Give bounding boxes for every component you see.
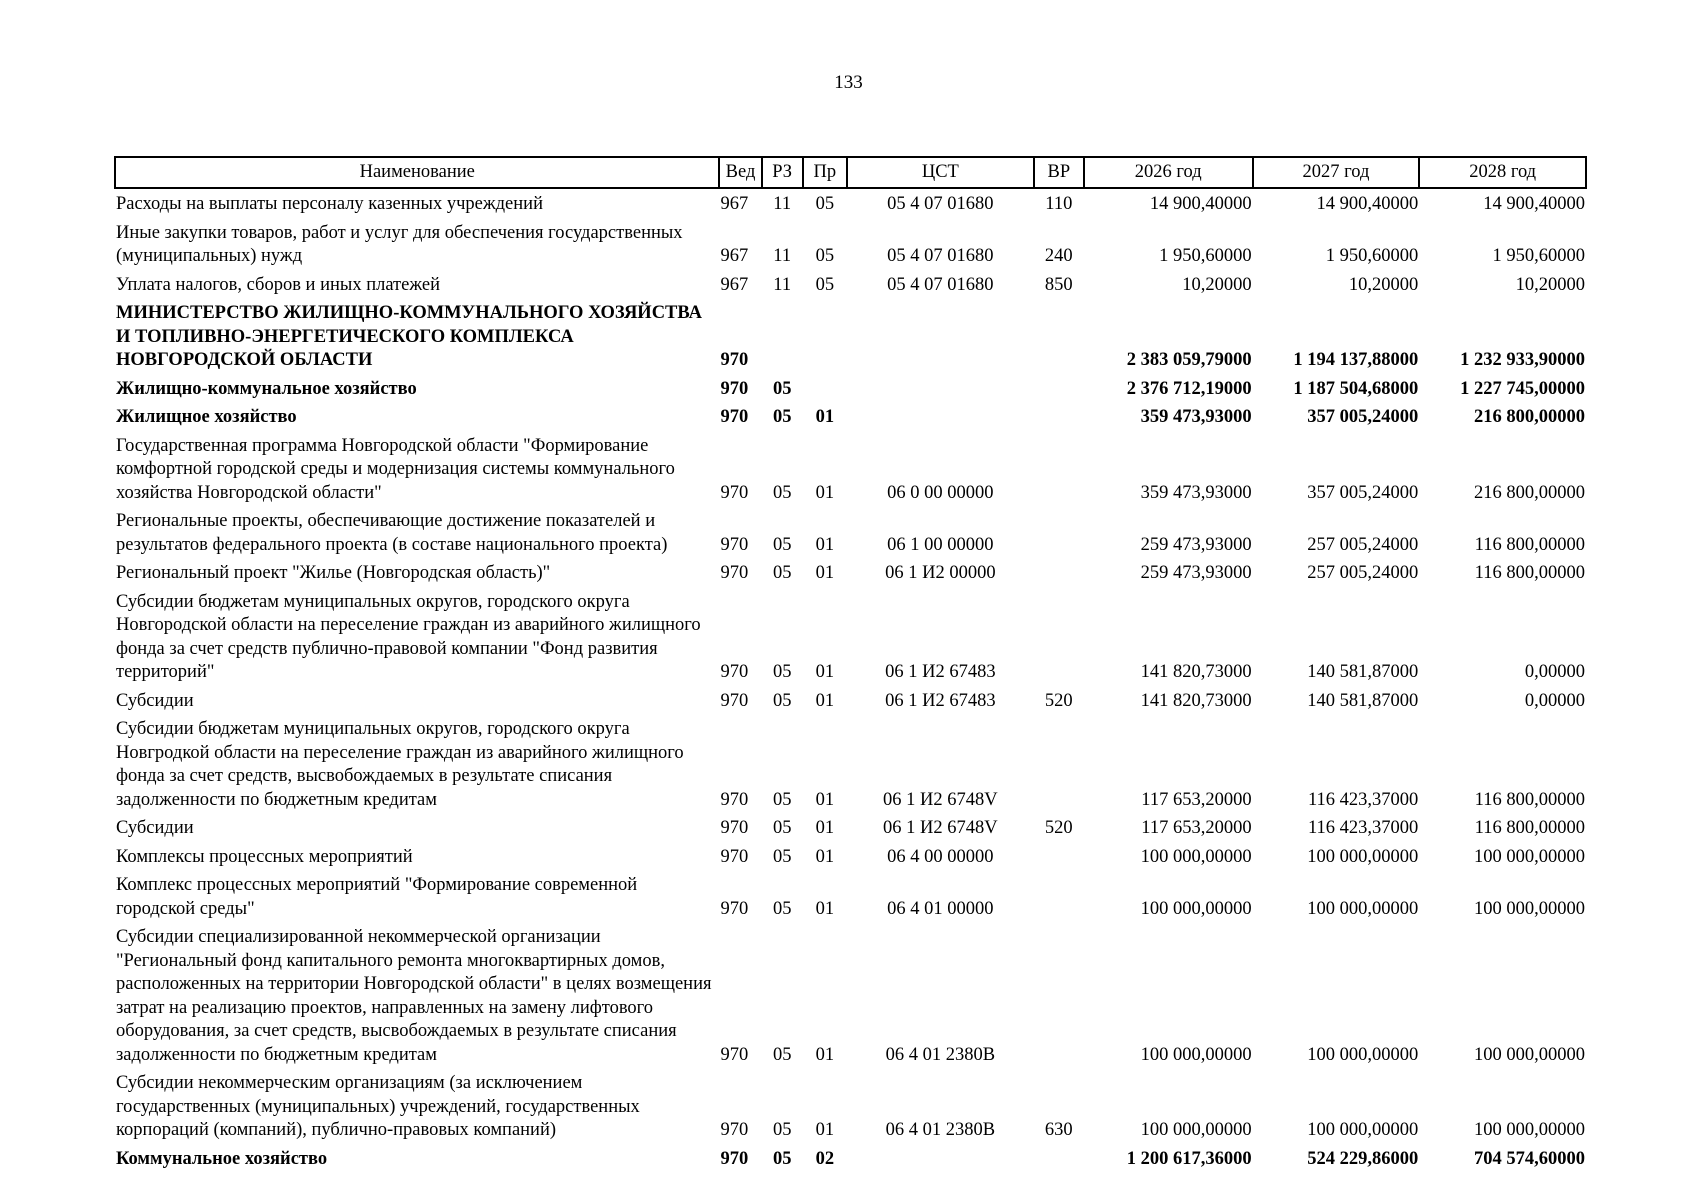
cell-ved: 967 [720,274,749,295]
table-row [115,401,1586,430]
header-2027: 2027 год [1253,157,1420,188]
cell-2028: 1 232 933,90000 [1460,350,1585,370]
cell-pr: 05 [815,274,835,295]
cell-2026: 14 900,40000 [1149,194,1252,214]
cell-2026: 359 473,93000 [1140,407,1252,427]
header-name: Наименование [115,157,719,188]
table-row [115,217,1586,269]
cell-pr: 01 [815,534,835,555]
cell-cst: 06 1 И2 6748V [883,818,998,838]
cell-2027: 100 000,00000 [1307,1120,1419,1140]
cell-2026: 10,20000 [1182,274,1252,295]
cell-name: Комплекс процессных мероприятий "Формирование современной городской среды" [116,875,638,919]
cell-vr [1034,505,1084,557]
cell-vr [1034,1143,1084,1172]
page-number: 133 [834,72,863,93]
cell-pr: 01 [815,818,835,838]
cell-2028: 704 574,60000 [1474,1148,1585,1169]
table-row [115,1067,1586,1143]
cell-2028: 0,00000 [1524,662,1585,682]
table-row [115,869,1586,921]
cell-name: Уплата налогов, сборов и иных платежей [116,274,441,295]
cell-pr: 01 [815,482,835,503]
cell-rz: 05 [772,662,792,682]
cell-vr [1034,921,1084,1067]
cell-2028: 100 000,00000 [1474,1044,1585,1065]
cell-name: Региональные проекты, обеспечивающие достижение показателей и результатов федерального проекта (в составе национального проекта) [116,511,668,555]
cell-2026: 1 200 617,36000 [1126,1148,1252,1169]
cell-2028: 1 950,60000 [1492,246,1585,266]
cell-2027: 100 000,00000 [1307,898,1419,919]
cell-vr: 520 [1044,818,1073,838]
cell-rz: 05 [772,1044,792,1065]
cell-cst [847,1143,1034,1172]
table-row [115,1143,1586,1172]
cell-ved: 970 [720,407,749,427]
cell-ved: 970 [720,1120,749,1140]
cell-pr: 01 [815,407,835,427]
cell-name: Субсидии [116,818,194,838]
cell-vr [1034,430,1084,506]
table-row [115,921,1586,1067]
header-cst: ЦСТ [847,157,1034,188]
cell-vr [1034,557,1084,586]
cell-ved: 970 [720,662,749,682]
cell-2026: 141 820,73000 [1140,662,1252,682]
cell-name: Субсидии бюджетам муниципальных округов, городского округа Новгродкой области на переселение граждан из аварийного жилищного фонда за счет средств, высвобождаемых в результате списания задолженности по бюджетным кредитам [116,719,684,810]
cell-2028: 116 800,00000 [1474,563,1585,583]
cell-pr: 01 [815,1044,835,1065]
budget-table [114,156,1587,1171]
cell-2027: 100 000,00000 [1307,846,1419,867]
table-body [115,188,1586,1171]
cell-pr: 01 [815,846,835,867]
header-2028: 2028 год [1419,157,1586,188]
cell-2026: 1 950,60000 [1159,246,1252,266]
cell-ved: 970 [720,482,749,503]
cell-rz: 11 [773,246,792,266]
cell-ved: 967 [720,194,749,214]
header-vr: ВР [1034,157,1084,188]
header-2026: 2026 год [1084,157,1253,188]
cell-rz: 05 [772,482,792,503]
cell-cst: 05 4 07 01680 [887,246,994,266]
cell-vr: 630 [1044,1120,1073,1140]
cell-vr [1034,869,1084,921]
cell-2026: 2 376 712,19000 [1126,378,1252,399]
cell-ved: 970 [720,350,749,370]
header-pr: Пр [803,157,847,188]
cell-cst: 06 0 00 00000 [887,482,994,503]
cell-2026: 359 473,93000 [1140,482,1252,503]
cell-2028: 100 000,00000 [1474,1120,1585,1140]
cell-2027: 10,20000 [1348,274,1419,295]
cell-cst: 06 4 01 2380В [885,1120,996,1140]
cell-2027: 100 000,00000 [1307,1044,1419,1065]
cell-pr: 01 [815,1120,835,1140]
cell-ved: 970 [720,378,749,399]
cell-vr: 850 [1044,274,1073,295]
cell-rz: 05 [772,407,792,427]
cell-ved: 970 [720,789,749,810]
cell-pr: 01 [815,690,835,711]
cell-2027: 1 950,60000 [1325,246,1419,266]
cell-ved: 967 [720,246,749,266]
cell-name: Государственная программа Новгородской области "Формирование комфортной городской среды и модернизация системы коммунального хозяйства Новгородской области" [116,435,675,503]
cell-2028: 1 227 745,00000 [1460,378,1585,399]
cell-pr [803,373,847,402]
cell-2026: 100 000,00000 [1140,846,1252,867]
cell-ved: 970 [720,846,749,867]
table-row [115,841,1586,870]
cell-2026: 141 820,73000 [1140,690,1252,711]
cell-2026: 100 000,00000 [1140,1044,1252,1065]
cell-cst: 06 4 01 00000 [887,898,994,919]
cell-2028: 116 800,00000 [1474,789,1585,810]
cell-name: Комплексы процессных мероприятий [116,846,413,867]
table-row [115,269,1586,298]
cell-vr: 240 [1044,246,1073,266]
cell-pr: 01 [815,898,835,919]
cell-cst: 06 4 01 2380В [885,1044,996,1065]
cell-rz: 05 [772,846,792,867]
table-row [115,685,1586,714]
table-row [115,586,1586,685]
table-row [115,430,1586,506]
cell-rz: 05 [772,1120,792,1140]
cell-name: Субсидии бюджетам муниципальных округов, городского округа Новгородской области на переселение граждан из аварийного жилищного фонда за счет средств публично-правовой компании "Фонд развития территорий" [116,591,701,682]
cell-2027: 140 581,87000 [1307,662,1419,682]
cell-2027: 524 229,86000 [1307,1148,1419,1169]
cell-2028: 116 800,00000 [1474,818,1585,838]
cell-2027: 357 005,24000 [1307,407,1419,427]
cell-name: Иные закупки товаров, работ и услуг для обеспечения государственных (муниципальных) нужд [116,222,683,266]
table-header [115,157,1586,188]
cell-rz: 05 [772,534,792,555]
cell-rz: 05 [772,818,792,838]
cell-ved: 970 [720,690,749,711]
table-row [115,373,1586,402]
cell-name: Региональный проект "Жилье (Новгородская область)" [116,563,551,583]
cell-cst: 06 1 И2 6748V [883,789,998,810]
cell-name: Коммунальное хозяйство [116,1148,328,1169]
cell-ved: 970 [720,534,749,555]
cell-cst: 06 1 00 00000 [887,534,994,555]
cell-rz: 05 [772,1148,792,1169]
cell-2027: 116 423,37000 [1307,789,1419,810]
cell-2026: 2 383 059,79000 [1126,350,1252,370]
cell-pr: 01 [815,563,835,583]
cell-cst: 05 4 07 01680 [887,274,994,295]
cell-rz: 05 [772,563,792,583]
cell-rz [762,297,803,373]
table-row [115,188,1586,217]
cell-ved: 970 [720,898,749,919]
cell-2027: 257 005,24000 [1307,534,1419,555]
cell-2028: 100 000,00000 [1474,898,1585,919]
cell-2026: 100 000,00000 [1140,1120,1252,1140]
cell-2027: 140 581,87000 [1307,690,1419,711]
table-row [115,557,1586,586]
cell-cst [847,401,1034,430]
cell-pr: 05 [815,194,835,214]
cell-2028: 216 800,00000 [1474,482,1585,503]
cell-2028: 0,00000 [1524,690,1585,711]
cell-vr [1034,841,1084,870]
cell-vr [1034,713,1084,812]
cell-vr: 520 [1044,690,1073,711]
cell-rz: 05 [772,789,792,810]
cell-rz: 05 [772,378,792,399]
cell-vr: 110 [1045,194,1073,214]
cell-ved: 970 [720,1044,749,1065]
cell-2027: 14 900,40000 [1316,194,1419,214]
cell-cst: 06 1 И2 67483 [885,662,996,682]
cell-name: Субсидии специализированной некоммерческой организации "Региональный фонд капитального ремонта многоквартирных домов, расположенных на территории Новгородской области" в целях возмещения затрат на реализацию проектов, направленных на замену лифтового оборудования, за счет средств, высвобождаемых в результате списания задолженности по бюджетным кредитам [116,927,712,1065]
cell-2027: 1 194 137,88000 [1293,350,1419,370]
cell-2027: 1 187 504,68000 [1293,378,1419,399]
cell-name: МИНИСТЕРСТВО ЖИЛИЩНО-КОММУНАЛЬНОГО ХОЗЯЙСТВА И ТОПЛИВНО-ЭНЕРГЕТИЧЕСКОГО КОМПЛЕКСА НОВГОРОДСКОЙ ОБЛАСТИ [116,303,702,370]
header-rz: РЗ [762,157,803,188]
cell-rz: 05 [772,898,792,919]
cell-2027: 257 005,24000 [1307,563,1419,583]
cell-name: Субсидии [116,690,194,711]
cell-2026: 259 473,93000 [1140,563,1252,583]
cell-ved: 970 [720,1148,749,1169]
cell-name: Расходы на выплаты персоналу казенных учреждений [116,194,543,214]
cell-cst: 06 4 00 00000 [887,846,994,867]
cell-2026: 117 653,20000 [1141,818,1252,838]
cell-2028: 116 800,00000 [1474,534,1585,555]
cell-cst [847,373,1034,402]
cell-pr: 05 [815,246,835,266]
cell-2028: 216 800,00000 [1474,407,1585,427]
cell-vr [1034,401,1084,430]
header-ved: Вед [719,157,761,188]
cell-cst: 06 1 И2 67483 [885,690,996,711]
cell-rz: 05 [772,690,792,711]
cell-name: Жилищное хозяйство [116,407,297,427]
cell-vr [1034,373,1084,402]
cell-2027: 116 423,37000 [1307,818,1419,838]
table-row [115,297,1586,373]
cell-2026: 100 000,00000 [1140,898,1252,919]
cell-pr: 01 [815,662,835,682]
cell-name: Субсидии некоммерческим организациям (за исключением государственных (муниципальных) учреждений, государственных корпораций (компаний), публично-правовых компаний) [116,1073,640,1140]
cell-pr: 02 [815,1148,835,1169]
cell-pr: 01 [815,789,835,810]
cell-ved: 970 [720,818,749,838]
cell-2026: 117 653,20000 [1141,789,1252,810]
cell-cst [847,297,1034,373]
cell-2028: 14 900,40000 [1483,194,1585,214]
cell-2028: 10,20000 [1515,274,1585,295]
cell-name: Жилищно-коммунальное хозяйство [116,378,417,399]
table-row [115,505,1586,557]
cell-rz: 11 [773,194,792,214]
cell-rz: 11 [773,274,792,295]
table-row [115,812,1586,841]
cell-vr [1034,586,1084,685]
table-row [115,713,1586,812]
cell-ved: 970 [720,563,749,583]
cell-2027: 357 005,24000 [1307,482,1419,503]
cell-2028: 100 000,00000 [1474,846,1585,867]
cell-pr [803,297,847,373]
cell-cst: 05 4 07 01680 [887,194,994,214]
cell-vr [1034,297,1084,373]
cell-cst: 06 1 И2 00000 [885,563,996,583]
cell-2026: 259 473,93000 [1140,534,1252,555]
